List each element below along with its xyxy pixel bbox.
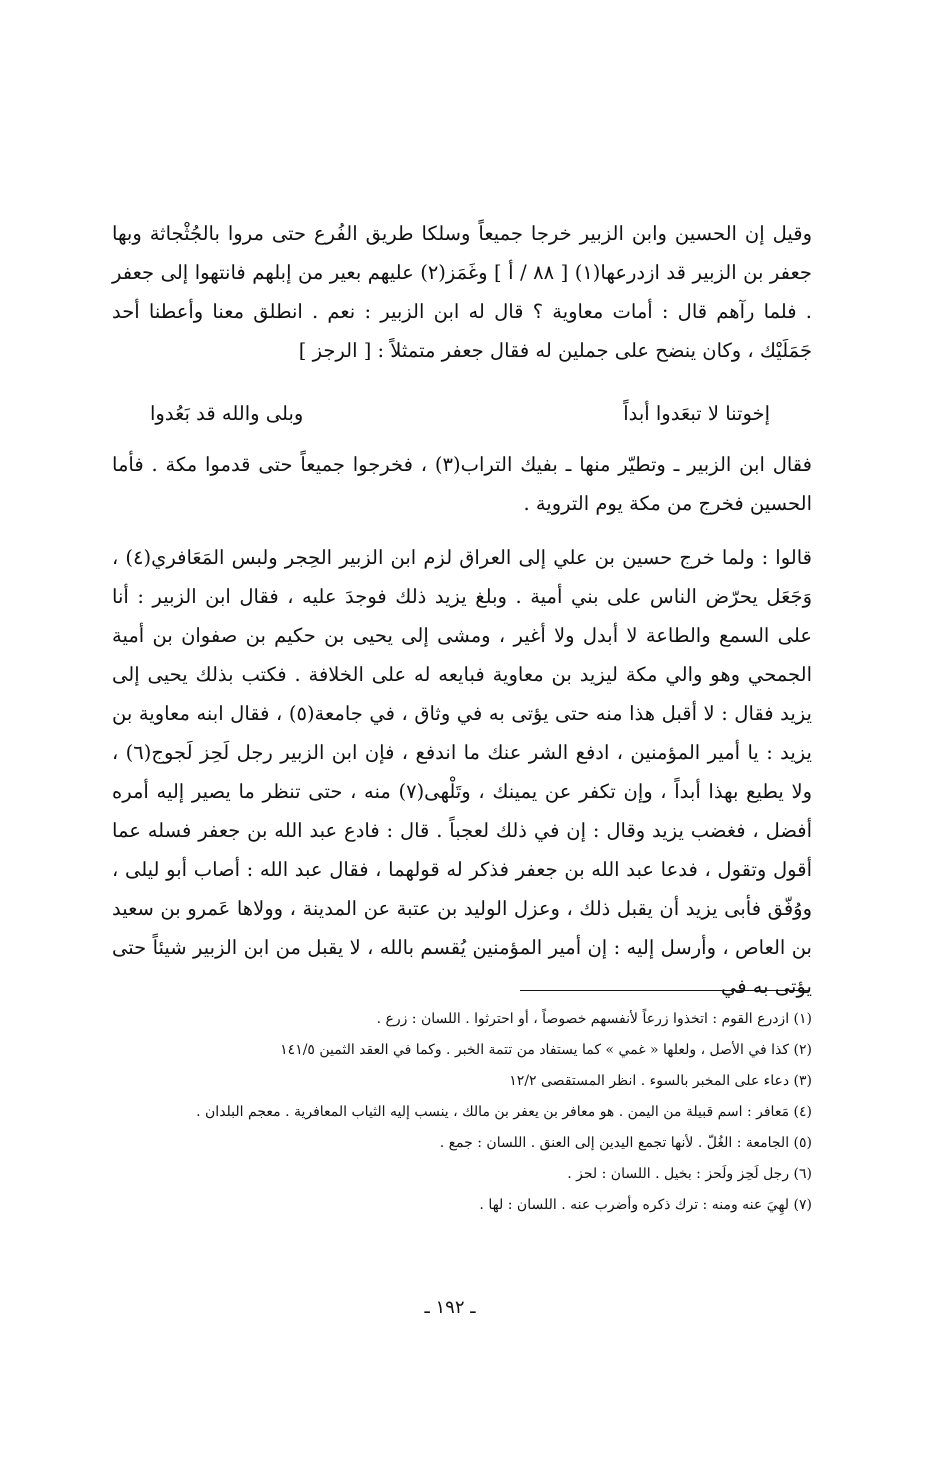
verse-first-hemistich: إخوتنا لا تبعَدوا أبداً bbox=[623, 402, 770, 425]
verse-second-hemistich: وبلى والله قد بَعُدوا bbox=[150, 402, 304, 425]
footnote-6: (٦) رجل لَحِز ولَحز : بخيل . اللسان : لحز . bbox=[567, 1166, 812, 1182]
footnote-1: (١) ازدرع القوم : اتخذوا زرعاً لأنفسهم خصوصاً ، أو احترثوا . اللسان : زرع . bbox=[376, 1011, 812, 1027]
footnote-2: (٢) كذا في الأصل ، ولعلها « غمي » كما يستفاد من تتمة الخبر . وكما في العقد الثمين ١٤١/٥ bbox=[280, 1042, 812, 1058]
verse-line bbox=[150, 394, 770, 434]
footnote-7: (٧) لهِيَ عنه ومنه : ترك ذكره وأضرب عنه . اللسان : لها . bbox=[479, 1197, 812, 1213]
footnotes-list bbox=[112, 1004, 812, 1221]
footnote-separator bbox=[520, 990, 810, 991]
footnote-3: (٣) دعاء على المخبر بالسوء . انظر المستقصى ١٢/٢ bbox=[509, 1073, 812, 1089]
footnote-4: (٤) مَعافر : اسم قبيلة من اليمن . هو معافر بن يعفر بن مالك ، ينسب إليه الثياب المعافرية . معجم البلدان . bbox=[196, 1104, 812, 1120]
paragraph-2: فقال ابن الزبير ـ وتطيّر منها ـ بفيك التراب(٣) ، فخرجوا جميعاً حتى قدموا مكة . فأما الحسين فخرج من مكة يوم التروية . bbox=[112, 453, 812, 515]
paragraph-1: وقيل إن الحسين وابن الزبير خرجا جميعاً وسلكا طريق الفُرع حتى مروا بالجُثْجاثة وبها جعفر بن الزبير قد ازدرعها(١) [ ٨٨ / أ ] وغَمَز(٢) عليهم بعير من إبلهم فانتهوا إلى جعفر . فلما رآهم قال : أمات معاوية ؟ قال له ابن الزبير : نعم . انطلق معنا وأعطنا أحد جَمَلَيْك ، وكان ينضح على جملين له فقال جعفر متمثلاً : [ الرجز ] bbox=[112, 222, 812, 362]
paragraph-3: قالوا : ولما خرج حسين بن علي إلى العراق لزم ابن الزبير الحِجر ولبس المَعَافري(٤) ، وَجَعَل يحرّض الناس على بني أمية . وبلغ يزيد ذلك فوجدَ عليه ، فقال ابن الزبير : أنا على السمع والطاعة لا أبدل ولا أغير ، ومشى إلى يحيى بن حكيم بن صفوان بن أمية الجمحي وهو والي مكة ليزيد بن معاوية فبايعه له على الخلافة . فكتب بذلك يحيى إلى يزيد فقال : لا أقبل هذا منه حتى يؤتى به في وثاق ، في جامعة(٥) ، فقال ابنه معاوية بن يزيد : يا أمير المؤمنين ، ادفع الشر عنك ما اندفع ، فإن ابن الزبير رجل لَحِز لَجوج(٦) ، ولا يطيع بهذا أبداً ، وإن تكفر عن يمينك ، وتَلْهى(٧) منه ، حتى تنظر ما يصير إليه أمره أفضل ، فغضب يزيد وقال : إن في ذلك لعجباً . قال : فادع عبد الله بن جعفر فسله عما أقول وتقول ، فدعا عبد الله بن جعفر فذكر له قولهما ، فقال عبد الله : أصاب أبو ليلى ، ووُفّق فأبى يزيد أن يقبل ذلك ، وعزل الوليد بن عتبة عن المدينة ، وولاها عَمرو بن سعيد بن العاص ، وأرسل إليه : إن أمير المؤمنين يُقسم بالله ، لا يقبل من ابن الزبير شيئاً حتى يؤتى به في bbox=[112, 546, 813, 998]
footnote-5: (٥) الجامعة : الغُلّ . لأنها تجمع اليدين إلى العنق . اللسان : جمع . bbox=[439, 1135, 812, 1151]
page-number: ـ ١٩٢ ـ bbox=[424, 1297, 476, 1318]
